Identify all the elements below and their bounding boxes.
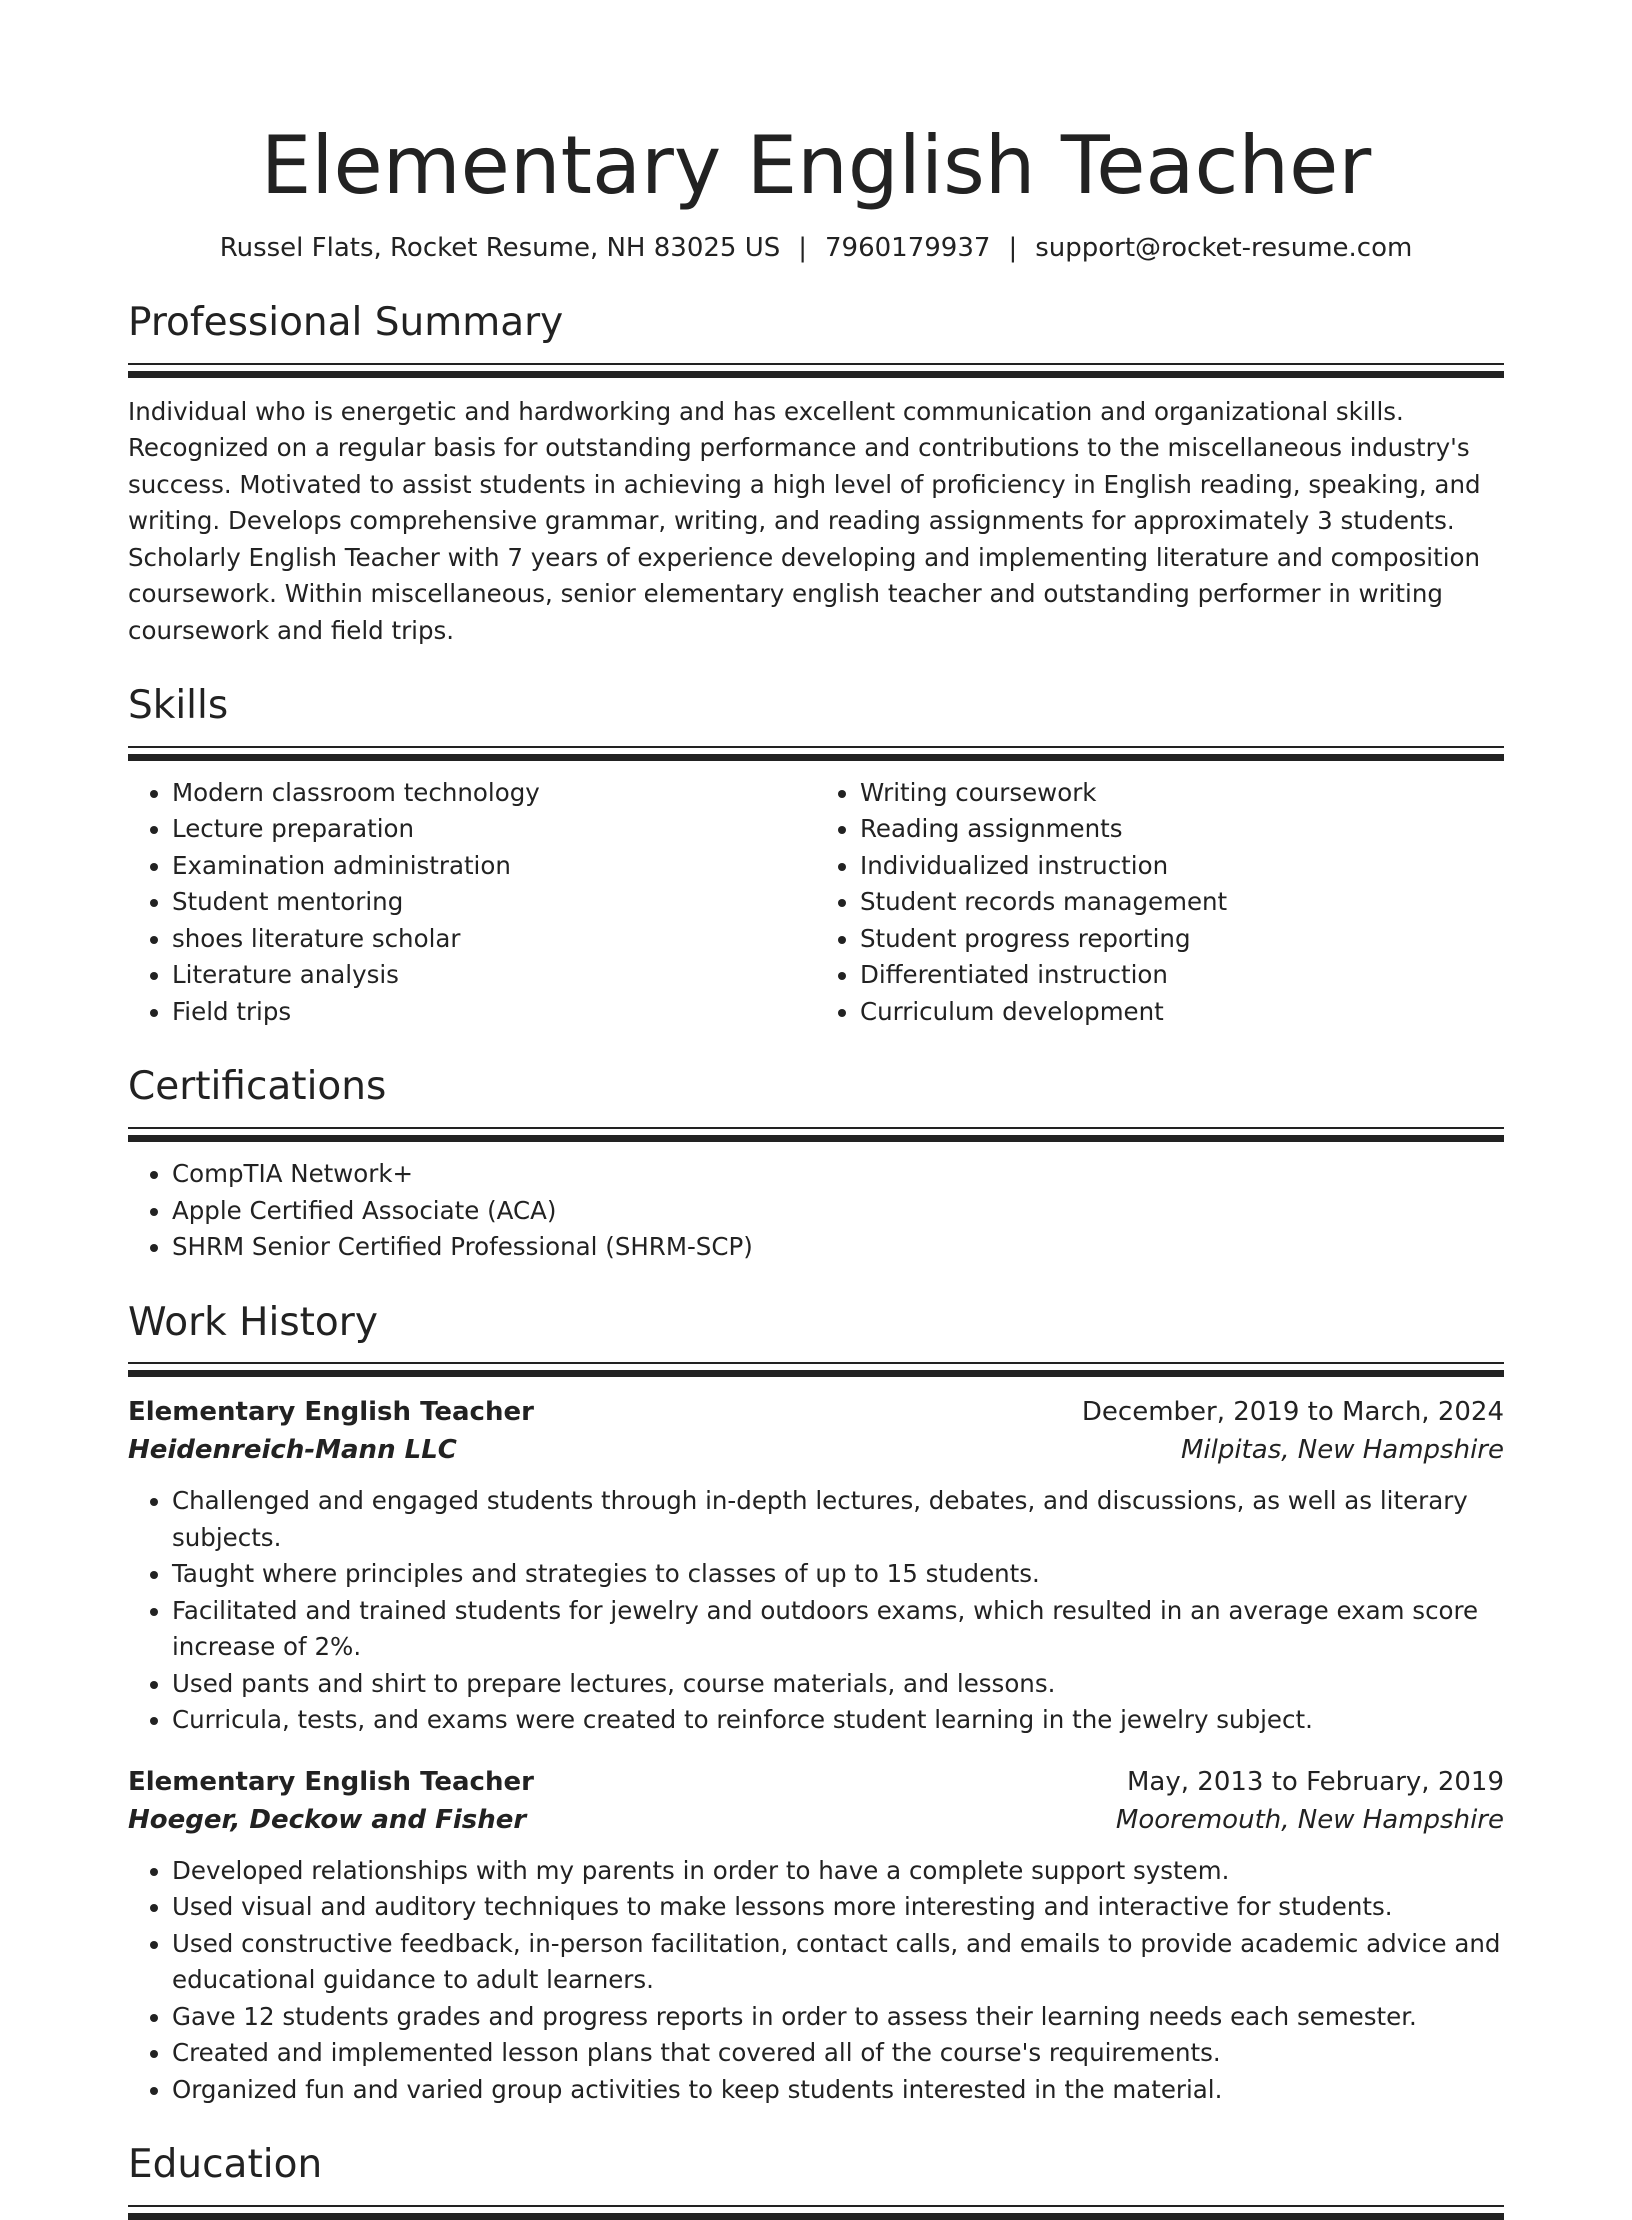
contact-separator: | [798, 233, 808, 263]
skill-item: • Reading assignments [860, 811, 1504, 848]
job-bullet: • Taught where principles and strategies to classes of up to 15 students. [172, 1556, 1504, 1593]
job-title: Elementary English Teacher [128, 1766, 534, 1797]
certification-item: • Apple Certified Associate (ACA) [172, 1193, 1504, 1230]
contact-email: support@rocket-resume.com [1035, 233, 1413, 263]
skill-item: • Literature analysis [172, 957, 816, 994]
summary-text: Individual who is energetic and hardworking and has excellent communication and organizational skills. Recognized on a regular basis for outstanding performance and contributions to the miscellaneous industry's success. Motivated to assist students in achieving a high level of proficiency in English reading, speaking, and writing. Develops comprehensive grammar, writing, and reading assignments for approximately 3 students. Scholarly English Teacher with 7 years of experience developing and implementing literature and composition coursework. Within miscellaneous, senior elementary english teacher and outstanding performer in writing coursework and field trips. [128, 396, 1481, 645]
contact-line [128, 232, 1504, 266]
skills-list-left [128, 775, 816, 1031]
job-company-row [128, 1431, 1504, 1469]
contact-address: Russel Flats, Rocket Resume, NH 83025 US [219, 233, 781, 263]
education-section [128, 2142, 1504, 2220]
job-bullets [128, 1483, 1504, 1739]
skill-item: • shoes literature scholar [172, 921, 816, 958]
certification-item: • CompTIA Network+ [172, 1156, 1504, 1193]
section-title-education: Education [128, 2142, 323, 2188]
job-company: Hoeger, Deckow and Fisher [128, 1804, 527, 1835]
skills-grid [128, 775, 1504, 1031]
skill-item: • Student progress reporting [860, 921, 1504, 958]
skills-list-right [816, 775, 1504, 1031]
job-title: Elementary English Teacher [128, 1397, 534, 1428]
certifications-section [128, 1064, 1504, 1265]
section-divider [128, 1127, 1504, 1142]
job-dates: May, 2013 to February, 2019 [1127, 1766, 1504, 1797]
skill-item: • Writing coursework [860, 775, 1504, 812]
job-bullet: • Developed relationships with my parents in order to have a complete support system. [172, 1853, 1504, 1890]
job-bullet: • Facilitated and trained students for jewelry and outdoors exams, which resulted in an average exam score increase of 2%. [172, 1593, 1504, 1666]
section-title-skills: Skills [128, 683, 229, 729]
certification-item: • SHRM Senior Certified Professional (SHRM-SCP) [172, 1229, 1504, 1266]
job-bullets [128, 1853, 1504, 2109]
section-divider [128, 363, 1504, 378]
skill-item: • Modern classroom technology [172, 775, 816, 812]
skill-item: • Examination administration [172, 848, 816, 885]
job-bullet: • Used pants and shirt to prepare lectures, course materials, and lessons. [172, 1666, 1504, 1703]
job-header-row [128, 1393, 1504, 1431]
contact-phone: 7960179937 [825, 233, 991, 263]
section-title-work-history: Work History [128, 1299, 378, 1345]
section-title-summary: Professional Summary [128, 299, 564, 345]
skill-item: • Individualized instruction [860, 848, 1504, 885]
job-bullet: • Gave 12 students grades and progress reports in order to assess their learning needs each semester. [172, 1999, 1504, 2036]
job-dates: December, 2019 to March, 2024 [1081, 1397, 1504, 1428]
job-bullet: • Challenged and engaged students through in-depth lectures, debates, and discussions, as well as literary subjects. [172, 1483, 1504, 1556]
work-history-section [128, 1300, 1504, 2109]
skills-section [128, 683, 1504, 1030]
job-entry [128, 1393, 1504, 1739]
section-divider [128, 1362, 1504, 1377]
job-company: Heidenreich-Mann LLC [128, 1435, 457, 1466]
contact-separator: | [1008, 233, 1018, 263]
job-bullet: • Curricula, tests, and exams were created to reinforce student learning in the jewelry subject. [172, 1702, 1504, 1739]
job-bullet: • Organized fun and varied group activities to keep students interested in the material. [172, 2072, 1504, 2109]
skill-item: • Differentiated instruction [860, 957, 1504, 994]
summary-section [128, 300, 1504, 649]
job-entry [128, 1763, 1504, 2109]
job-bullet: • Used visual and auditory techniques to make lessons more interesting and interactive for students. [172, 1889, 1504, 1926]
job-location: Milpitas, New Hampshire [1180, 1435, 1504, 1466]
certifications-list [128, 1156, 1504, 1266]
section-divider [128, 2205, 1504, 2220]
resume-name: Elementary English Teacher [260, 119, 1372, 212]
job-company-row [128, 1801, 1504, 1839]
skill-item: • Field trips [172, 994, 816, 1031]
job-bullet: • Used constructive feedback, in-person facilitation, contact calls, and emails to provide academic advice and educational guidance to adult learners. [172, 1926, 1504, 1999]
skill-item: • Student mentoring [172, 884, 816, 921]
section-divider [128, 746, 1504, 761]
skill-item: • Curriculum development [860, 994, 1504, 1031]
job-header-row [128, 1763, 1504, 1801]
job-bullet: • Created and implemented lesson plans that covered all of the course's requirements. [172, 2035, 1504, 2072]
section-title-certifications: Certifications [128, 1064, 387, 1110]
job-location: Mooremouth, New Hampshire [1115, 1804, 1504, 1835]
skill-item: • Lecture preparation [172, 811, 816, 848]
skill-item: • Student records management [860, 884, 1504, 921]
